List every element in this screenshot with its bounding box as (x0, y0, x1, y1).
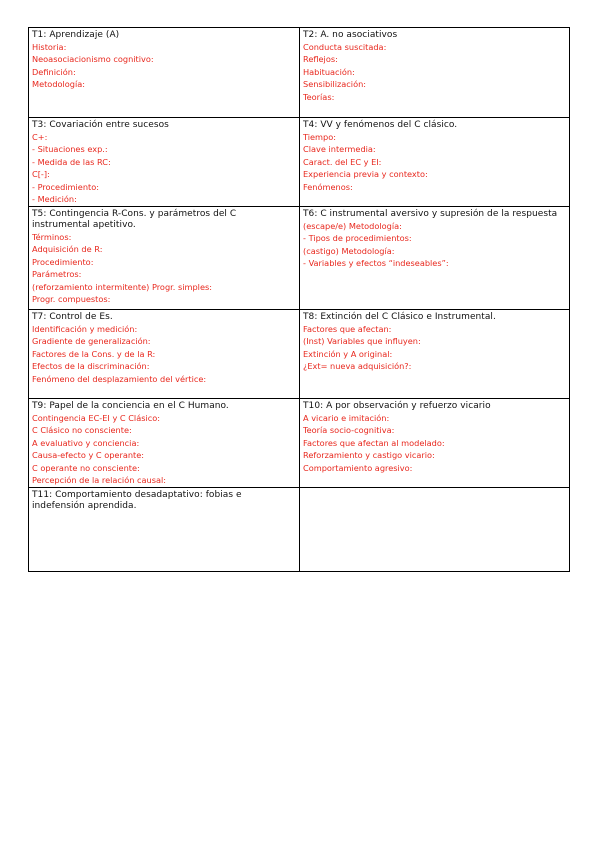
topic-item: Parámetros: (32, 269, 82, 280)
topic-item: Fenómenos: (303, 181, 353, 192)
topic-item: Definición: (32, 66, 76, 77)
topic-cell-t8 (300, 310, 569, 399)
topic-item: Reforzamiento y castigo vicario: (303, 450, 435, 461)
topic-item: Experiencia previa y contexto: (303, 169, 428, 180)
topic-item: Tiempo: (303, 132, 337, 142)
topic-item: C Clásico no consciente: (32, 425, 132, 436)
topic-item: C[-]: (32, 169, 50, 180)
topic-title: T9: Papel de la conciencia en el C Humano. (32, 401, 229, 411)
topic-item: A evaluativo y conciencia: (32, 437, 140, 448)
topic-item: Neoasociacionismo cognitivo: (32, 54, 154, 65)
topic-title: T2: A. no asociativos (303, 30, 398, 40)
topic-cell-t2 (300, 28, 569, 118)
topic-item: (Inst) Variables que influyen: (303, 336, 421, 347)
topic-title: T3: Covariación entre sucesos (32, 120, 169, 130)
topic-cell-t6 (300, 207, 569, 310)
topic-item: Historia: (32, 42, 67, 52)
topic-item: Caract. del EC y EI: (303, 156, 382, 167)
topic-item: Teoría socio-cognitiva: (303, 425, 395, 436)
topic-item: C+: (32, 132, 48, 142)
topic-subitem: - Medición: (32, 193, 296, 205)
topic-item: (escape/e) Metodología: (303, 221, 402, 231)
topic-subitem: - Medida de las RC: (32, 156, 296, 168)
topic-item: Percepción de la relación causal: (32, 475, 167, 486)
topic-item: Teorías: (303, 91, 335, 102)
topic-title: T1: Aprendizaje (A) (32, 30, 120, 40)
topic-cell-t5 (29, 207, 300, 310)
topic-title: T6: C instrumental aversivo y supresión de la respuesta (303, 209, 558, 219)
topic-title: T11: Comportamiento desadaptativo: fobias e indefensión aprendida. (32, 490, 242, 511)
topic-subitem: - Situaciones exp.: (32, 143, 296, 155)
topic-item: (reforzamiento intermitente) Progr. simples: (32, 281, 213, 292)
topic-item: ¿Ext= nueva adquisición?: (303, 361, 412, 372)
topic-subitem: - Procedimiento: (32, 181, 296, 193)
topic-cell-t10 (300, 399, 569, 488)
topic-title: T7: Control de Es. (32, 312, 113, 322)
topic-cell-t7 (29, 310, 300, 399)
topic-item: Progr. compuestos: (32, 294, 111, 305)
topic-item: Reflejos: (303, 54, 338, 65)
topic-item: Procedimiento: (32, 256, 94, 267)
topic-cell-t1 (29, 28, 300, 118)
topic-item: A vicario e imitación: (303, 413, 390, 423)
topics-table (28, 27, 570, 572)
topic-cell-t9 (29, 399, 300, 488)
topic-item: Contingencia EC-EI y C Clásico: (32, 413, 161, 423)
topic-item: Factores que afectan: (303, 324, 392, 334)
topic-cell-t4 (300, 118, 569, 207)
topic-item: Sensibilización: (303, 79, 367, 90)
topic-title: T10: A por observación y refuerzo vicario (303, 401, 491, 411)
topic-item: Adquisición de R: (32, 244, 103, 255)
topic-title: T5: Contingencia R-Cons. y parámetros del C instrumental apetitivo. (32, 209, 237, 230)
topic-item: Causa-efecto y C operante: (32, 450, 145, 461)
topic-cell-t3 (29, 118, 300, 207)
topic-title: T8: Extinción del C Clásico e Instrumental. (303, 312, 496, 322)
topic-item: Términos: (32, 232, 72, 242)
topic-subitem: - Tipos de procedimientos: (303, 232, 566, 244)
topic-item: Clave intermedia: (303, 144, 376, 155)
topic-item: Efectos de la discriminación: (32, 361, 150, 372)
topic-title: T4: VV y fenómenos del C clásico. (303, 120, 458, 130)
topic-item: Comportamiento agresivo: (303, 462, 413, 473)
topic-item: Fenómeno del desplazamiento del vértice: (32, 373, 207, 384)
topic-item: Identificación y medición: (32, 324, 138, 334)
topic-item: Habituación: (303, 66, 355, 77)
topic-cell-t11 (29, 488, 300, 571)
empty-cell (300, 488, 569, 571)
topic-item: Factores que afectan al modelado: (303, 437, 445, 448)
topic-subitem: - Variables y efectos “indeseables”: (303, 257, 566, 269)
topic-item: Conducta suscitada: (303, 42, 387, 52)
topic-item: Metodología: (32, 79, 86, 90)
topic-item: Gradiente de generalización: (32, 336, 151, 347)
topic-item: Extinción y A original: (303, 348, 393, 359)
topic-item: C operante no consciente: (32, 462, 140, 473)
topic-item: (castigo) Metodología: (303, 245, 395, 256)
topic-item: Factores de la Cons. y de la R: (32, 348, 156, 359)
